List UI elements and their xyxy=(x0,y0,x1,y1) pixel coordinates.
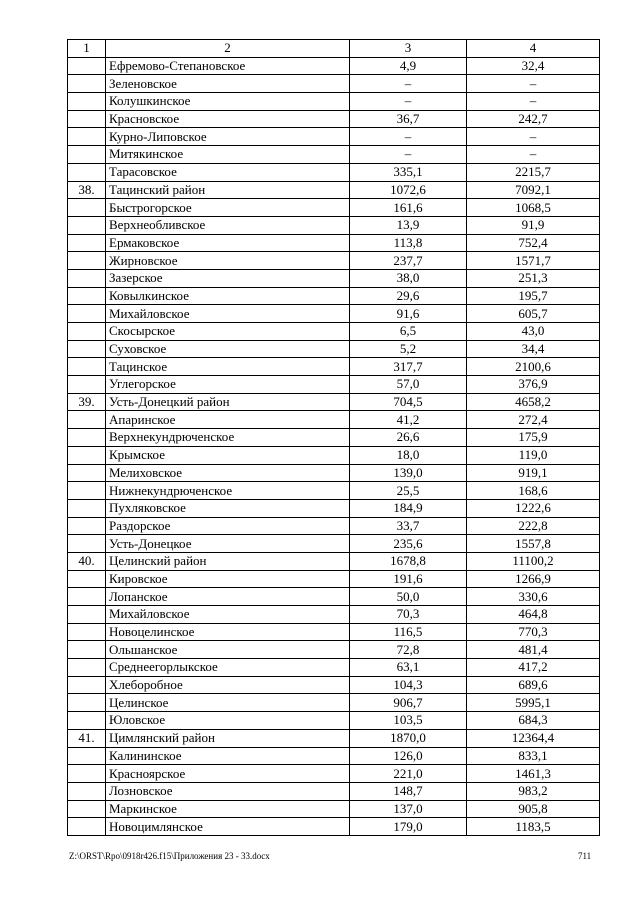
row-value-4-cell: 689,6 xyxy=(467,676,600,694)
row-value-4-cell: – xyxy=(467,146,600,164)
table-header xyxy=(68,40,600,58)
table-row xyxy=(68,765,600,783)
table-row xyxy=(68,535,600,553)
row-value-3-cell: 335,1 xyxy=(350,163,467,181)
table-row xyxy=(68,358,600,376)
row-value-3-cell: 161,6 xyxy=(350,199,467,217)
row-value-3-cell: 113,8 xyxy=(350,234,467,252)
row-value-3-cell: 235,6 xyxy=(350,535,467,553)
row-value-4-cell: 684,3 xyxy=(467,712,600,730)
row-value-4-cell: 43,0 xyxy=(467,323,600,341)
row-number-cell xyxy=(68,429,106,447)
table-row xyxy=(68,323,600,341)
row-name-cell: Лозновское xyxy=(106,782,350,800)
row-value-3-cell: 148,7 xyxy=(350,782,467,800)
row-value-3-cell: 116,5 xyxy=(350,623,467,641)
row-number-cell xyxy=(68,606,106,624)
header-cell-2: 2 xyxy=(106,40,350,58)
row-value-4-cell: 2100,6 xyxy=(467,358,600,376)
row-number-cell xyxy=(68,446,106,464)
row-number-cell xyxy=(68,641,106,659)
table-row xyxy=(68,676,600,694)
row-number-cell xyxy=(68,376,106,394)
row-number-cell xyxy=(68,588,106,606)
row-name-cell: Скосырское xyxy=(106,323,350,341)
row-number-cell xyxy=(68,323,106,341)
table-row xyxy=(68,588,600,606)
row-name-cell: Красновское xyxy=(106,110,350,128)
row-name-cell: Целинский район xyxy=(106,552,350,570)
row-number-cell xyxy=(68,269,106,287)
row-number-cell xyxy=(68,712,106,730)
row-value-4-cell: 1461,3 xyxy=(467,765,600,783)
row-number-cell: 41. xyxy=(68,729,106,747)
row-name-cell: Новоцелинское xyxy=(106,623,350,641)
row-number-cell xyxy=(68,782,106,800)
row-number-cell xyxy=(68,252,106,270)
header-cell-3: 3 xyxy=(350,40,467,58)
row-number-cell xyxy=(68,75,106,93)
table-row xyxy=(68,818,600,836)
table-row xyxy=(68,287,600,305)
table-row xyxy=(68,429,600,447)
row-value-3-cell: – xyxy=(350,146,467,164)
table-row xyxy=(68,464,600,482)
row-name-cell: Михайловское xyxy=(106,606,350,624)
row-number-cell: 39. xyxy=(68,393,106,411)
row-number-cell xyxy=(68,517,106,535)
table-row xyxy=(68,163,600,181)
row-value-3-cell: 1870,0 xyxy=(350,729,467,747)
table-row xyxy=(68,75,600,93)
row-name-cell: Раздорское xyxy=(106,517,350,535)
row-name-cell: Усть-Донецкий район xyxy=(106,393,350,411)
footer-page-number: 711 xyxy=(578,851,592,861)
row-value-4-cell: 752,4 xyxy=(467,234,600,252)
row-number-cell xyxy=(68,57,106,75)
row-value-3-cell: 1072,6 xyxy=(350,181,467,199)
row-number-cell xyxy=(68,800,106,818)
table-row xyxy=(68,252,600,270)
row-value-3-cell: – xyxy=(350,128,467,146)
row-value-4-cell: 11100,2 xyxy=(467,552,600,570)
table-row xyxy=(68,570,600,588)
row-name-cell: Тарасовское xyxy=(106,163,350,181)
row-name-cell: Курно-Липовское xyxy=(106,128,350,146)
row-name-cell: Зеленовское xyxy=(106,75,350,93)
row-name-cell: Суховское xyxy=(106,340,350,358)
table-row xyxy=(68,729,600,747)
row-number-cell xyxy=(68,216,106,234)
table-row xyxy=(68,782,600,800)
row-name-cell: Юловское xyxy=(106,712,350,730)
row-name-cell: Углегорское xyxy=(106,376,350,394)
row-name-cell: Нижнекундрюченское xyxy=(106,482,350,500)
row-value-4-cell: 5995,1 xyxy=(467,694,600,712)
footer-file-path: Z:\ORST\Rpo\0918r426.f15\Приложения 23 - 33.docx xyxy=(69,851,270,861)
row-value-3-cell: 57,0 xyxy=(350,376,467,394)
table-row xyxy=(68,376,600,394)
row-number-cell xyxy=(68,676,106,694)
row-name-cell: Митякинское xyxy=(106,146,350,164)
row-number-cell xyxy=(68,570,106,588)
row-value-4-cell: 32,4 xyxy=(467,57,600,75)
row-number-cell xyxy=(68,340,106,358)
row-number-cell xyxy=(68,358,106,376)
table-row xyxy=(68,128,600,146)
row-number-cell xyxy=(68,163,106,181)
row-value-3-cell: 13,9 xyxy=(350,216,467,234)
row-name-cell: Апаринское xyxy=(106,411,350,429)
row-value-4-cell: – xyxy=(467,128,600,146)
row-name-cell: Кировское xyxy=(106,570,350,588)
row-value-4-cell: 330,6 xyxy=(467,588,600,606)
row-value-4-cell: 1222,6 xyxy=(467,499,600,517)
row-value-3-cell: 38,0 xyxy=(350,269,467,287)
table-row xyxy=(68,712,600,730)
header-cell-1: 1 xyxy=(68,40,106,58)
row-number-cell xyxy=(68,411,106,429)
row-value-3-cell: 317,7 xyxy=(350,358,467,376)
row-name-cell: Усть-Донецкое xyxy=(106,535,350,553)
row-name-cell: Колушкинское xyxy=(106,93,350,111)
row-number-cell xyxy=(68,110,106,128)
row-value-3-cell: 103,5 xyxy=(350,712,467,730)
row-value-4-cell: 12364,4 xyxy=(467,729,600,747)
table-row xyxy=(68,552,600,570)
row-value-4-cell: 464,8 xyxy=(467,606,600,624)
row-name-cell: Жирновское xyxy=(106,252,350,270)
row-name-cell: Среднеегорлыкское xyxy=(106,659,350,677)
table-row xyxy=(68,93,600,111)
row-value-3-cell: 137,0 xyxy=(350,800,467,818)
row-value-3-cell: – xyxy=(350,75,467,93)
row-value-4-cell: 119,0 xyxy=(467,446,600,464)
row-name-cell: Ефремово-Степановское xyxy=(106,57,350,75)
table-row xyxy=(68,146,600,164)
row-value-4-cell: 4658,2 xyxy=(467,393,600,411)
table-row xyxy=(68,234,600,252)
row-value-3-cell: 26,6 xyxy=(350,429,467,447)
table-row xyxy=(68,659,600,677)
row-value-3-cell: 5,2 xyxy=(350,340,467,358)
row-name-cell: Верхнеобливское xyxy=(106,216,350,234)
row-name-cell: Лопанское xyxy=(106,588,350,606)
row-value-4-cell: 242,7 xyxy=(467,110,600,128)
row-value-3-cell: 221,0 xyxy=(350,765,467,783)
table-row xyxy=(68,216,600,234)
table-row xyxy=(68,517,600,535)
table-row xyxy=(68,411,600,429)
row-value-4-cell: 195,7 xyxy=(467,287,600,305)
table-row xyxy=(68,393,600,411)
row-number-cell xyxy=(68,535,106,553)
row-value-3-cell: 126,0 xyxy=(350,747,467,765)
row-value-3-cell: 41,2 xyxy=(350,411,467,429)
row-name-cell: Быстрогорское xyxy=(106,199,350,217)
row-value-3-cell: 36,7 xyxy=(350,110,467,128)
table-row xyxy=(68,800,600,818)
table-row xyxy=(68,606,600,624)
row-name-cell: Тацинское xyxy=(106,358,350,376)
row-value-4-cell: – xyxy=(467,93,600,111)
row-value-3-cell: 1678,8 xyxy=(350,552,467,570)
row-name-cell: Мелиховское xyxy=(106,464,350,482)
row-value-3-cell: 91,6 xyxy=(350,305,467,323)
row-value-4-cell: 770,3 xyxy=(467,623,600,641)
row-value-3-cell: 33,7 xyxy=(350,517,467,535)
row-number-cell xyxy=(68,305,106,323)
row-name-cell: Хлеборобное xyxy=(106,676,350,694)
row-number-cell xyxy=(68,482,106,500)
row-number-cell xyxy=(68,287,106,305)
row-value-3-cell: 70,3 xyxy=(350,606,467,624)
row-value-3-cell: 179,0 xyxy=(350,818,467,836)
row-number-cell xyxy=(68,464,106,482)
row-value-4-cell: 905,8 xyxy=(467,800,600,818)
row-value-4-cell: 2215,7 xyxy=(467,163,600,181)
table-row xyxy=(68,110,600,128)
table-row xyxy=(68,199,600,217)
table-row xyxy=(68,623,600,641)
table-row xyxy=(68,181,600,199)
row-value-4-cell: 272,4 xyxy=(467,411,600,429)
header-row xyxy=(68,40,600,58)
table-row xyxy=(68,482,600,500)
row-value-3-cell: 29,6 xyxy=(350,287,467,305)
row-value-3-cell: 25,5 xyxy=(350,482,467,500)
table-row xyxy=(68,499,600,517)
row-name-cell: Крымское xyxy=(106,446,350,464)
row-name-cell: Верхнекундрюченское xyxy=(106,429,350,447)
row-value-4-cell: 1068,5 xyxy=(467,199,600,217)
row-value-3-cell: 104,3 xyxy=(350,676,467,694)
row-number-cell xyxy=(68,747,106,765)
row-number-cell xyxy=(68,499,106,517)
row-number-cell: 40. xyxy=(68,552,106,570)
row-name-cell: Тацинский район xyxy=(106,181,350,199)
row-value-3-cell: 191,6 xyxy=(350,570,467,588)
row-value-4-cell: 1571,7 xyxy=(467,252,600,270)
table-row xyxy=(68,694,600,712)
row-name-cell: Зазерское xyxy=(106,269,350,287)
row-value-4-cell: 983,2 xyxy=(467,782,600,800)
row-value-3-cell: 139,0 xyxy=(350,464,467,482)
row-name-cell: Ермаковское xyxy=(106,234,350,252)
row-value-3-cell: 72,8 xyxy=(350,641,467,659)
row-number-cell xyxy=(68,146,106,164)
row-value-3-cell: 50,0 xyxy=(350,588,467,606)
row-number-cell xyxy=(68,93,106,111)
table-row xyxy=(68,57,600,75)
row-value-4-cell: 919,1 xyxy=(467,464,600,482)
row-name-cell: Пухляковское xyxy=(106,499,350,517)
row-value-4-cell: 168,6 xyxy=(467,482,600,500)
row-number-cell: 38. xyxy=(68,181,106,199)
row-value-3-cell: 184,9 xyxy=(350,499,467,517)
table-row xyxy=(68,269,600,287)
table-row xyxy=(68,641,600,659)
row-value-4-cell: 481,4 xyxy=(467,641,600,659)
row-value-4-cell: 1557,8 xyxy=(467,535,600,553)
row-value-4-cell: 7092,1 xyxy=(467,181,600,199)
row-value-4-cell: 91,9 xyxy=(467,216,600,234)
row-value-3-cell: 237,7 xyxy=(350,252,467,270)
row-value-4-cell: 605,7 xyxy=(467,305,600,323)
row-number-cell xyxy=(68,199,106,217)
row-value-4-cell: 1266,9 xyxy=(467,570,600,588)
row-value-4-cell: 34,4 xyxy=(467,340,600,358)
row-value-4-cell: 376,9 xyxy=(467,376,600,394)
row-name-cell: Ольшанское xyxy=(106,641,350,659)
row-number-cell xyxy=(68,234,106,252)
row-name-cell: Калининское xyxy=(106,747,350,765)
row-number-cell xyxy=(68,623,106,641)
row-value-3-cell: 906,7 xyxy=(350,694,467,712)
row-value-3-cell: – xyxy=(350,93,467,111)
table-row xyxy=(68,305,600,323)
row-number-cell xyxy=(68,694,106,712)
data-table xyxy=(67,39,600,836)
table-row xyxy=(68,446,600,464)
header-cell-4: 4 xyxy=(467,40,600,58)
row-value-4-cell: 251,3 xyxy=(467,269,600,287)
table-body xyxy=(68,57,600,835)
table-row xyxy=(68,747,600,765)
row-value-3-cell: 704,5 xyxy=(350,393,467,411)
row-name-cell: Целинское xyxy=(106,694,350,712)
row-value-3-cell: 63,1 xyxy=(350,659,467,677)
row-name-cell: Новоцимлянское xyxy=(106,818,350,836)
row-value-3-cell: 4,9 xyxy=(350,57,467,75)
row-value-4-cell: 1183,5 xyxy=(467,818,600,836)
row-name-cell: Цимлянский район xyxy=(106,729,350,747)
row-number-cell xyxy=(68,818,106,836)
row-value-3-cell: 18,0 xyxy=(350,446,467,464)
row-number-cell xyxy=(68,128,106,146)
row-value-4-cell: 833,1 xyxy=(467,747,600,765)
row-value-4-cell: 175,9 xyxy=(467,429,600,447)
row-value-4-cell: – xyxy=(467,75,600,93)
row-value-3-cell: 6,5 xyxy=(350,323,467,341)
row-number-cell xyxy=(68,765,106,783)
row-name-cell: Маркинское xyxy=(106,800,350,818)
row-name-cell: Красноярское xyxy=(106,765,350,783)
row-value-4-cell: 222,8 xyxy=(467,517,600,535)
row-name-cell: Ковылкинское xyxy=(106,287,350,305)
row-name-cell: Михайловское xyxy=(106,305,350,323)
row-number-cell xyxy=(68,659,106,677)
table-row xyxy=(68,340,600,358)
row-value-4-cell: 417,2 xyxy=(467,659,600,677)
